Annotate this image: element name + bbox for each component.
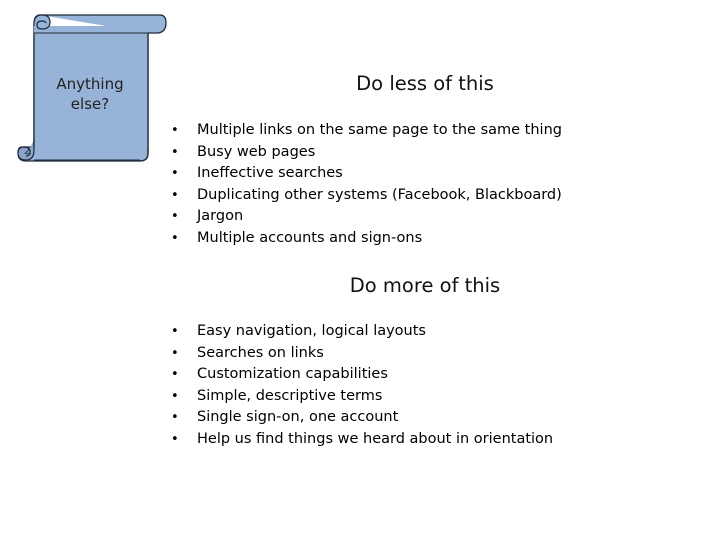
list-item: • Easy navigation, logical layouts — [171, 321, 553, 343]
list-item: • Single sign-on, one account — [171, 407, 553, 429]
scroll-page-number: 2 — [23, 146, 31, 157]
heading-do-less: Do less of this — [356, 72, 494, 95]
list-item: • Ineffective searches — [171, 163, 562, 185]
list-item: • Jargon — [171, 206, 562, 228]
list-item: • Multiple accounts and sign-ons — [171, 228, 562, 250]
scroll-caption-line1: Anything — [56, 75, 124, 93]
list-do-more — [171, 321, 553, 451]
list-item: • Simple, descriptive terms — [171, 386, 553, 408]
list-item: • Duplicating other systems (Facebook, Blackboard) — [171, 185, 562, 207]
list-item: • Busy web pages — [171, 142, 562, 164]
list-item: • Customization capabilities — [171, 364, 553, 386]
list-item: • Multiple links on the same page to the same thing — [171, 120, 562, 142]
scroll-caption-line2: else? — [70, 95, 110, 113]
list-item: • Searches on links — [171, 343, 553, 365]
heading-do-more: Do more of this — [349, 274, 501, 297]
scroll-caption — [40, 74, 140, 114]
list-do-less — [171, 120, 562, 250]
list-item: • Help us find things we heard about in orientation — [171, 429, 553, 451]
